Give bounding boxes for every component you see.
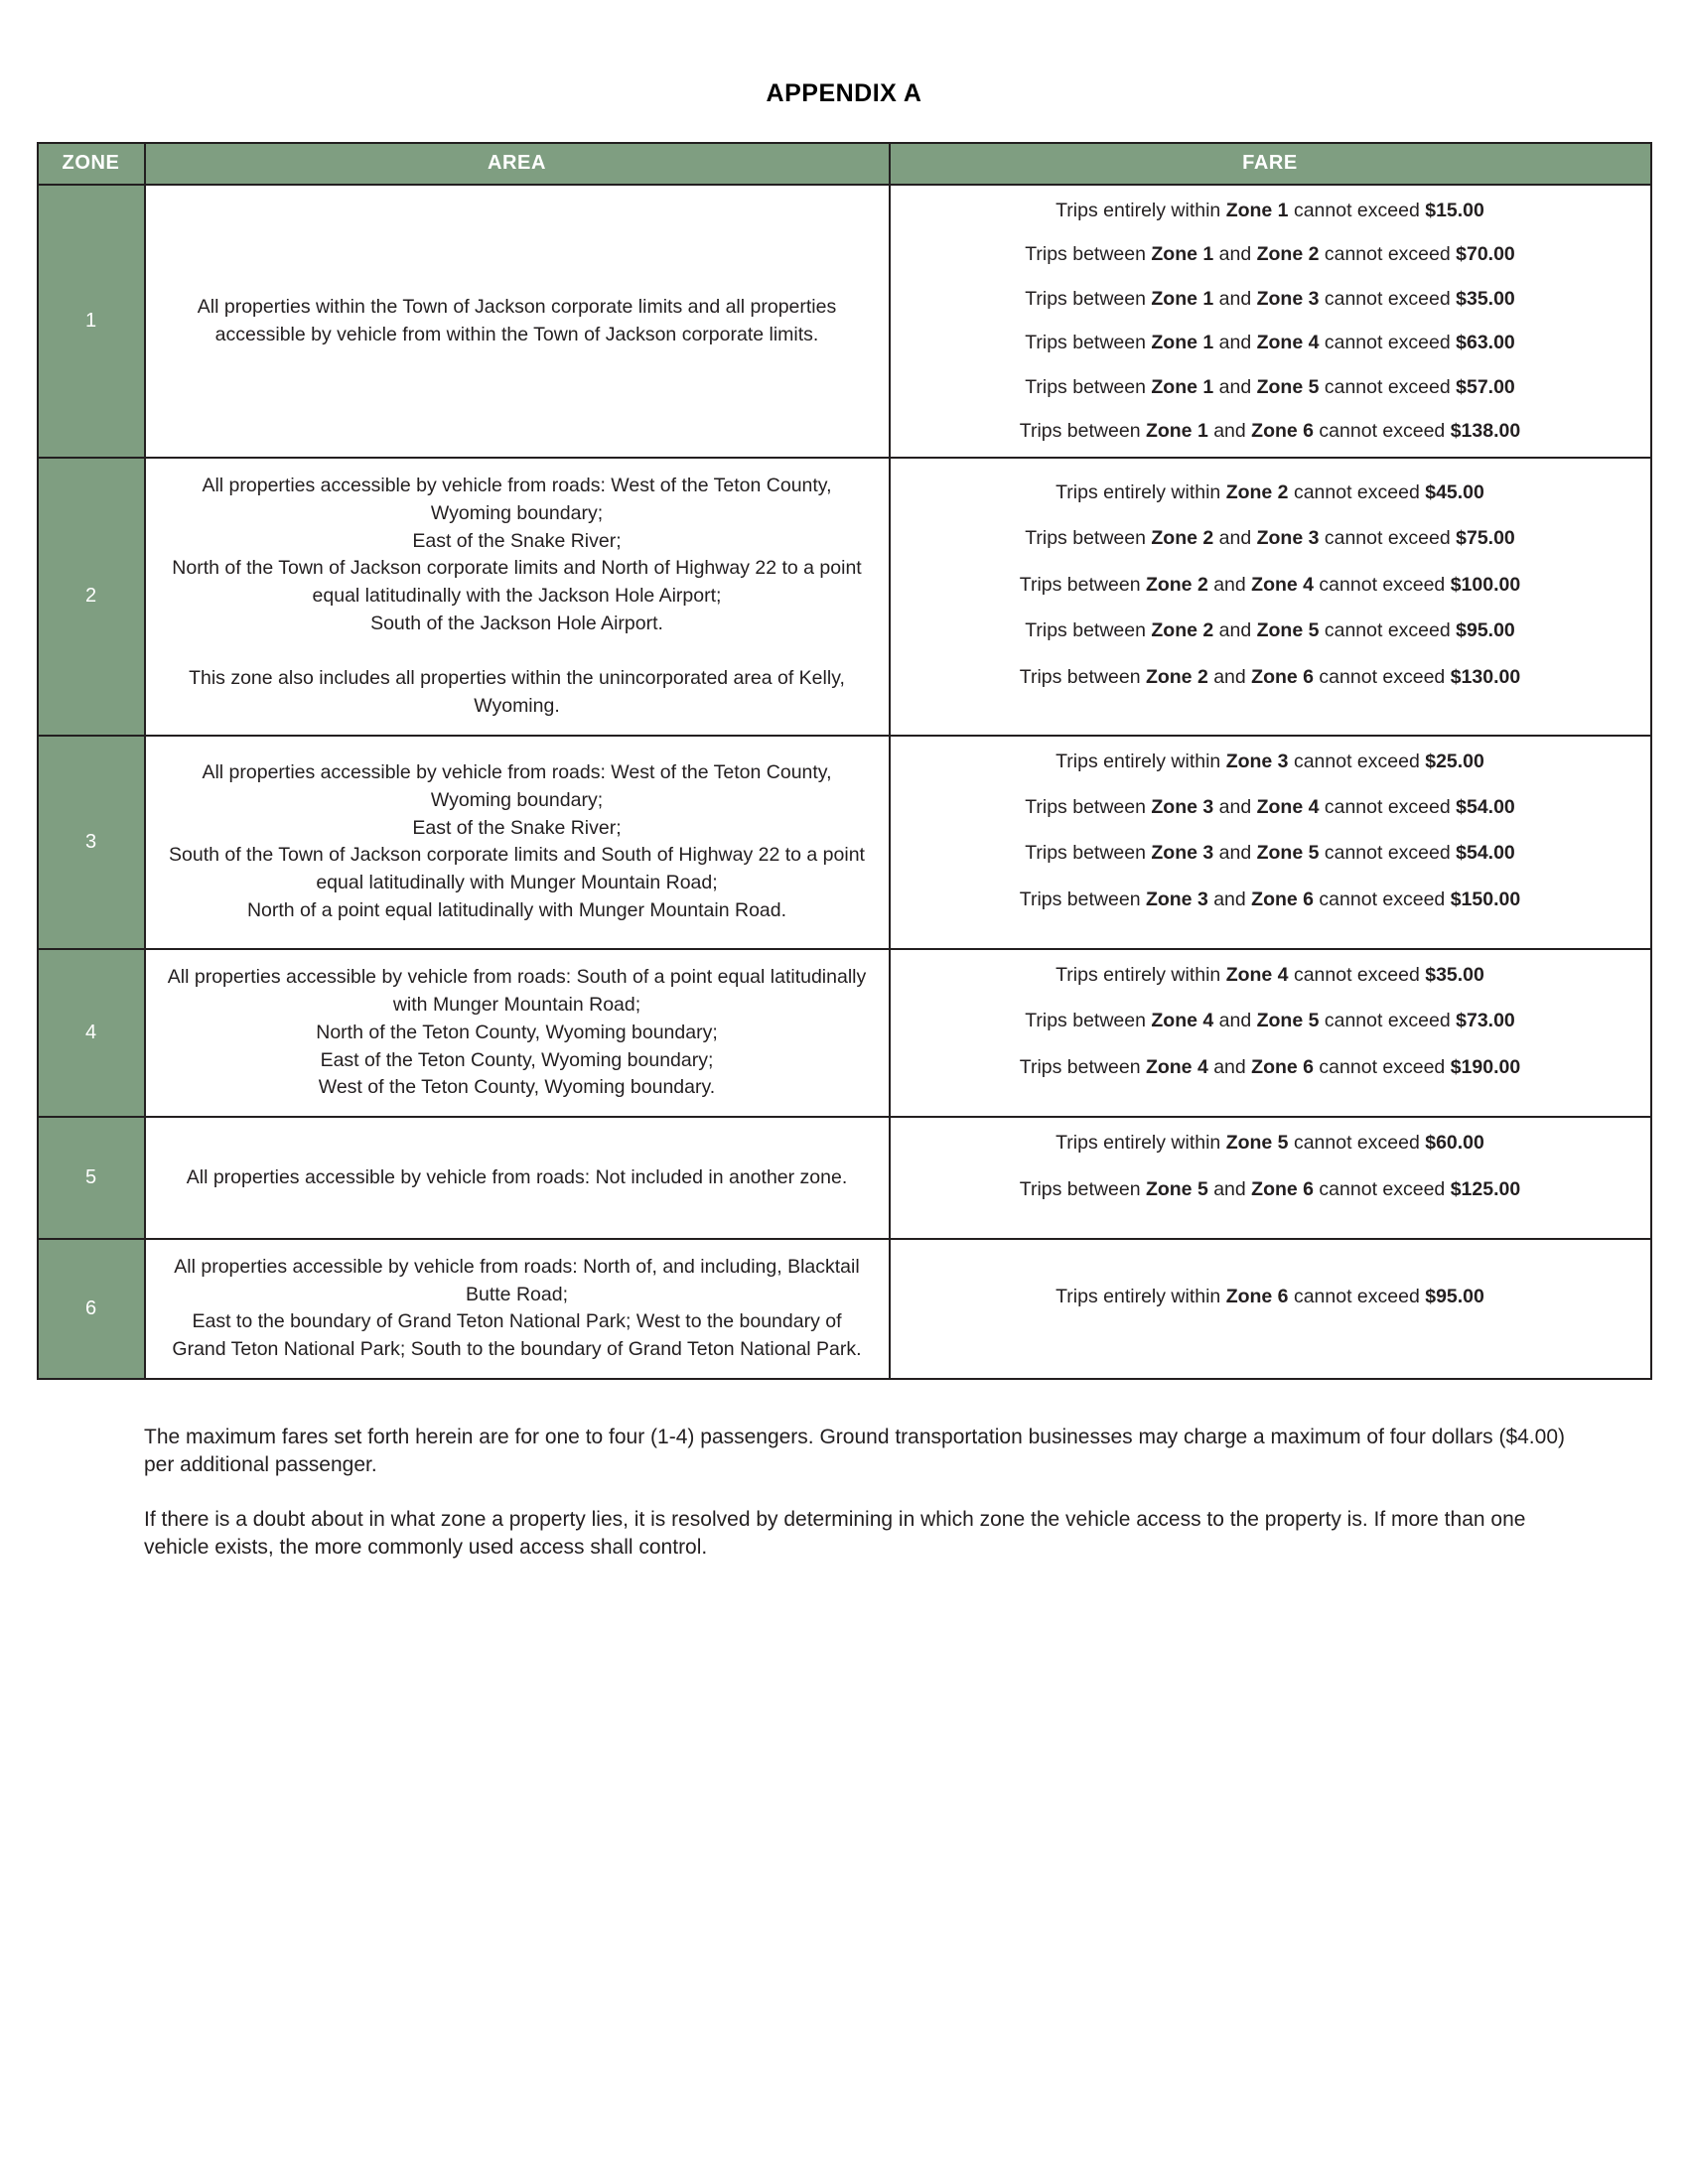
table-body: [38, 185, 1651, 1379]
zone-area-cell: [145, 185, 890, 458]
fare-rule: Trips entirely within Zone 6 cannot exceed $95.00: [1055, 1286, 1484, 1308]
fare-rule: Trips between Zone 2 and Zone 5 cannot exceed $95.00: [1025, 619, 1515, 642]
column-header-area: AREA: [145, 143, 890, 185]
zone-fare-cell: [890, 185, 1651, 458]
fare-rule: Trips between Zone 1 and Zone 5 cannot exceed $57.00: [1025, 375, 1515, 398]
fare-rule: Trips entirely within Zone 4 cannot exceed $35.00: [1055, 964, 1484, 987]
table-row: [38, 1239, 1651, 1379]
column-header-fare: FARE: [890, 143, 1651, 185]
zone-number-cell: 6: [38, 1239, 145, 1379]
zone-area-text: All properties accessible by vehicle from roads: North of, and including, Blacktail Butte Road; East to the boundary of Grand Teton National Park; West to the boundary of Grand Teton National Park; South to the boundary of Grand Teton National Park.: [172, 1256, 862, 1361]
table-header: [38, 143, 1651, 185]
fare-rule: Trips between Zone 2 and Zone 4 cannot exceed $100.00: [1019, 573, 1521, 596]
fare-rule: Trips between Zone 1 and Zone 3 cannot exceed $35.00: [1025, 287, 1515, 310]
fare-rule: Trips between Zone 3 and Zone 4 cannot exceed $54.00: [1025, 795, 1515, 818]
fare-rule: Trips between Zone 3 and Zone 6 cannot exceed $150.00: [1019, 887, 1521, 910]
fare-rule: Trips between Zone 1 and Zone 6 cannot exceed $138.00: [1019, 419, 1521, 442]
footnotes-section: [104, 1424, 1584, 1562]
footnote-paragraph: The maximum fares set forth herein are for one to four (1-4) passengers. Ground transportation businesses may charge a maximum of four dollars ($4.00) per additional passenger.: [144, 1425, 1565, 1476]
zone-area-cell: [145, 458, 890, 735]
table-row: [38, 458, 1651, 735]
zone-fare-cell: [890, 949, 1651, 1117]
zone-fare-cell: [890, 1117, 1651, 1239]
zone-fare-cell: [890, 1239, 1651, 1379]
column-header-zone: ZONE: [38, 143, 145, 185]
fare-rule: Trips between Zone 5 and Zone 6 cannot exceed $125.00: [1019, 1177, 1521, 1200]
fare-rule: Trips between Zone 2 and Zone 3 cannot exceed $75.00: [1025, 527, 1515, 550]
zone-number-cell: 1: [38, 185, 145, 458]
zone-area-cell: [145, 1117, 890, 1239]
fare-rule: Trips between Zone 2 and Zone 6 cannot exceed $130.00: [1019, 665, 1521, 688]
zone-area-cell: [145, 949, 890, 1117]
fare-rule: Trips between Zone 1 and Zone 2 cannot exceed $70.00: [1025, 243, 1515, 266]
table-header-row: [38, 143, 1651, 185]
zone-area-text: All properties accessible by vehicle from roads: West of the Teton County, Wyoming boundary; East of the Snake River; North of the Town of Jackson corporate limits and North of Highway 22 to a point equal latitudinally with the Jackson Hole Airport; South of the Jackson Hole Airport.: [172, 475, 862, 634]
zone-area-text: All properties accessible by vehicle from roads: South of a point equal latitudinally with Munger Mountain Road; North of the Teton County, Wyoming boundary; East of the Teton County, Wyoming boundary; West of the Teton County, Wyoming boundary.: [167, 966, 867, 1099]
zone-area-cell: [145, 736, 890, 950]
footnote-paragraph: If there is a doubt about in what zone a property lies, it is resolved by determining in which zone the vehicle access to the property is. If more than one vehicle exists, the more commonly used access shall control.: [144, 1508, 1526, 1559]
zone-area-text: All properties accessible by vehicle from roads: West of the Teton County, Wyoming boundary; East of the Snake River; South of the Town of Jackson corporate limits and South of Highway 22 to a point equal latitudinally with Munger Mountain Road; North of a point equal latitudinally with Munger Mountain Road.: [169, 761, 865, 921]
fare-rule: Trips between Zone 4 and Zone 5 cannot exceed $73.00: [1025, 1010, 1515, 1032]
table-row: [38, 185, 1651, 458]
table-row: [38, 949, 1651, 1117]
fare-zone-table: [37, 142, 1652, 1380]
zone-area-cell: [145, 1239, 890, 1379]
table-row: [38, 736, 1651, 950]
zone-area-text: All properties accessible by vehicle from roads: Not included in another zone.: [186, 1165, 848, 1188]
fare-rule: Trips entirely within Zone 3 cannot exceed $25.00: [1055, 750, 1484, 772]
fare-rule: Trips between Zone 1 and Zone 4 cannot exceed $63.00: [1025, 332, 1515, 354]
zone-fare-cell: [890, 736, 1651, 950]
fare-rule: Trips entirely within Zone 2 cannot exceed $45.00: [1055, 480, 1484, 503]
page-title: APPENDIX A: [766, 79, 922, 107]
zone-number-cell: 2: [38, 458, 145, 735]
zone-number-cell: 3: [38, 736, 145, 950]
zone-number-cell: 4: [38, 949, 145, 1117]
fare-rule: Trips entirely within Zone 1 cannot exceed $15.00: [1055, 200, 1484, 221]
zone-fare-cell: [890, 458, 1651, 735]
table-row: [38, 1117, 1651, 1239]
fare-rule: Trips between Zone 3 and Zone 5 cannot exceed $54.00: [1025, 842, 1515, 865]
zone-number-cell: 5: [38, 1117, 145, 1239]
zone-area-text: This zone also includes all properties within the unincorporated area of Kelly, Wyoming.: [189, 667, 845, 717]
fare-rule: Trips entirely within Zone 5 cannot exceed $60.00: [1055, 1132, 1484, 1155]
zone-area-text: All properties within the Town of Jackson corporate limits and all properties accessible by vehicle from within the Town of Jackson corporate limits.: [197, 295, 837, 345]
fare-rule: Trips between Zone 4 and Zone 6 cannot exceed $190.00: [1019, 1055, 1521, 1078]
